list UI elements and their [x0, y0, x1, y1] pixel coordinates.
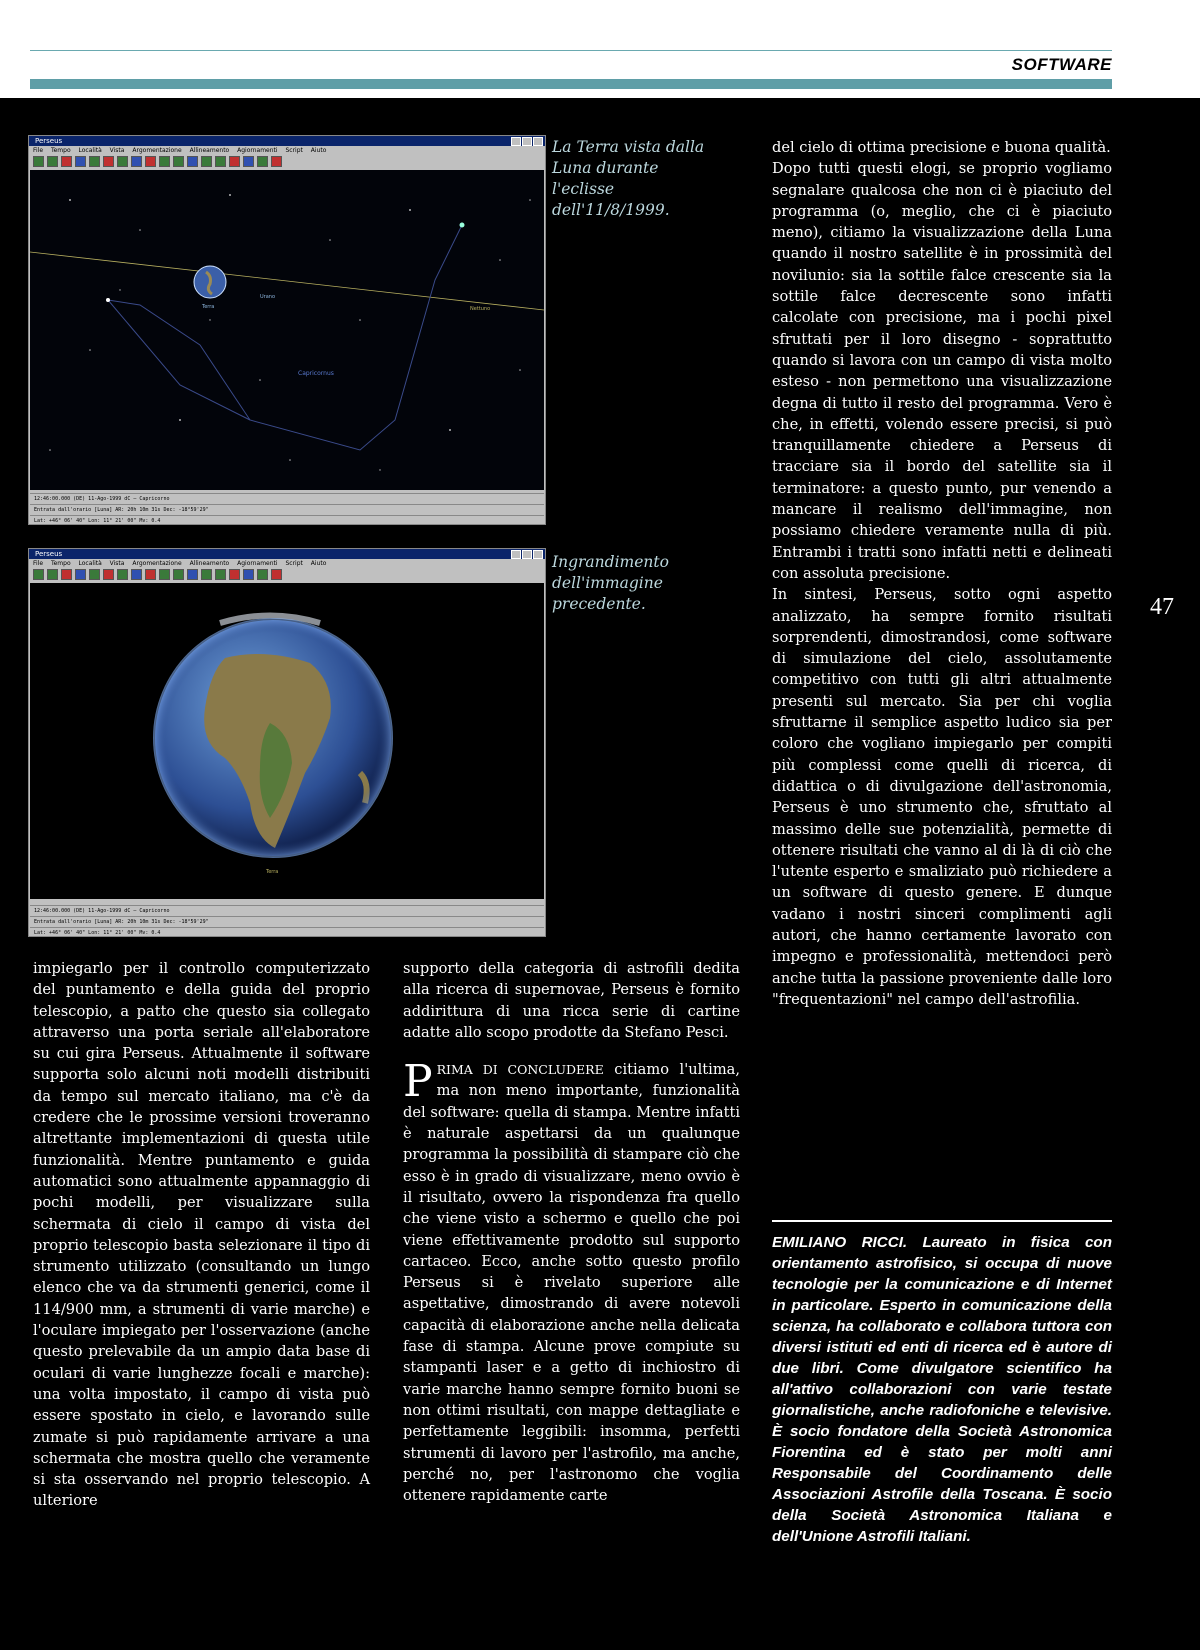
header-rule-thick [30, 79, 1112, 89]
page-number: 47 [1150, 594, 1174, 620]
sky-label-planet: Urano [260, 294, 276, 300]
window-title: Perseus [35, 137, 63, 145]
status-line-3: Lat: +46° 06' 40" Lon: 11° 21' 00" Mv: 0.4 [30, 927, 544, 938]
status-line-1: 12:46:00.000 (DE) 11-Ago-1999 dC — Capricorno [30, 905, 544, 916]
earth-view [30, 583, 544, 899]
window-toolbar [29, 568, 545, 581]
caption-earth-from-moon: La Terra vista dalla Luna durante l'eclisse dell'11/8/1999. [552, 138, 705, 219]
status-line-2: Entrata dall'orario [Luna] AR: 20h 10m 31s Dec: -18°59'29" [30, 504, 544, 515]
paragraph: impiegarlo per il controllo computerizzato del puntamento e della guida del proprio telescopio, a patto che questo sia collegato attraverso una porta seriale all'elaboratore su cui gira Perseus. Attualmente il software supporta solo alcuni noti modelli distribuiti da tempo sul mercato italiano, ma c'è da credere che le prossime versioni troveranno altrettante implementazioni di questa utile funzionalità. Mentre puntamento e guida automatici sono attualmente appannaggio di pochi modelli, per visualizzare sulla schermata di cielo il campo di vista del proprio telescopio basta selezionare il tipo di strumento utilizzato (consultando un lungo elenco che va da strumenti generici, come il 114/900 mm, a strumenti di varie marche) e l'oculare impiegato per l'osservazione (anche questo prelevabile da un ampio data base di oculari di varie lunghezze focali e marche): una volta impostato, il campo di vista può essere spostato in cielo, e lavorando sulle zumate si può rapidamente arrivare a una schermata che mostra quello che veramente si sta osservando nel proprio telescopio. A ulteriore [33, 960, 370, 1510]
window-buttons [511, 550, 543, 559]
window-menubar: File Tempo Località Vista Argomentazione Allineamento Agiornamenti Script Aiuto [33, 560, 327, 567]
paragraph: del cielo di ottima precisione e buona qualità. [772, 139, 1111, 156]
paragraph-with-dropcap [403, 1056, 741, 1506]
article-column-right [772, 137, 1112, 1010]
earth-label: Terra [266, 869, 279, 875]
window-titlebar [29, 549, 545, 559]
bio-divider [772, 1220, 1112, 1222]
perseus-window-sky [28, 135, 546, 525]
window-statusbar [30, 493, 544, 523]
article-column-left [33, 958, 370, 1512]
paragraph: In sintesi, Perseus, sotto ogni aspetto analizzato, ha sempre fornito risultati sorprendenti, dimostrandosi, come software di simulazione del cielo, assolutamente competitivo con tutti gli altri attualmente presenti sul mercato. Sia per chi voglia sfruttarne il semplice aspetto ludico sia per coloro che vogliano impiegarlo per compiti più complessi come quelli di ricerca, di didattica o di divulgazione dell'astronomia, Perseus è uno strumento che, sfruttato al massimo delle sue potenzialità, permette di ottenere risultati che vanno al di là di ciò che l'utente esperto e smaliziato può richiedere a un software di questo genere. E dunque vadano i nostri sinceri complimenti agli autori, che hanno certamente lavorato con impegno e professionalità, mettendoci però anche tutta la passione proveniente dalle loro "frequentazioni" nel campo dell'astrofilia. [772, 586, 1112, 1008]
status-line-2: Entrata dall'orario [Luna] AR: 20h 10m 31s Dec: -18°59'29" [30, 916, 544, 927]
paragraph: Dopo tutti questi elogi, se proprio vogliamo segnalare qualcosa che non ci è piaciuto del programma (o, meglio, che ci è piaciuto meno), citiamo la visualizzazione della Luna quando il nostro satellite è in prossimità del novilunio: sia la sottile falce crescente sia la sottile falce decrescente sono infatti calcolate con precisione, ma i pochi pixel sfruttati per il loro disegno - soprattutto quando si lavora con un campo di vista molto esteso - non permettono una visualizzazione degna di tutto il resto del programma. Vero è che, in effetti, volendo essere precisi, si può tranquillamente chiedere a Perseus di tracciare sia il bordo del satellite sia il terminatore: a questo punto, pur venendo a mancare il realismo dell'immagine, non possiamo chiedere veramente nulla di più. Entrambi i tratti sono infatti netti e delineati con assoluta precisione. [772, 160, 1112, 582]
status-line-3: Lat: +46° 06' 40" Lon: 11° 21' 00" Mv: 0.4 [30, 515, 544, 526]
status-line-1: 12:46:00.000 (DE) 11-Ago-1999 dC — Capricorno [30, 493, 544, 504]
dropcap: P [403, 1056, 433, 1108]
sky-map-graphic [30, 170, 544, 490]
window-title: Perseus [35, 550, 63, 558]
sky-label-planet2: Nettuno [470, 306, 491, 312]
header-rule-thin [30, 50, 1112, 51]
sky-label-earth: Terra [202, 304, 215, 310]
sky-map [30, 170, 544, 490]
paragraph-body: citiamo l'ultima, ma non meno importante, funzionalità del software: quella di stampa. Mentre infatti è naturale aspettarsi da un qualunque programma la possibilità di stampare ciò che esso è in grado di visualizzare, meno ovvio è il risultato, ovvero la rispondenza fra quello che viene visto a schermo e quello che poi viene effettivamente prodotto sul supporto cartaceo. Ecco, anche sotto questo profilo Perseus si è rivelato superiore alle aspettative, dimostrando di avere notevoli capacità di elaborazione anche nella delicata fase di stampa. Alcune prove compiute su stampanti laser e a getto di inchiostro di varie marche hanno sempre fornito buoni se non ottimi risultati, con mappe dettagliate e perfettamente leggibili: insomma, perfetti strumenti di lavoro per l'astrofilo, ma anche, perché no, per l'astronomo che voglia ottenere rapidamente carte [403, 1061, 741, 1505]
page-header [0, 0, 1200, 98]
perseus-window-earth [28, 548, 546, 937]
author-bio: EMILIANO RICCI. Laureato in fisica con orientamento astrofisico, si occupa di nuove tecnologie per la comunicazione e di Internet in particolare. Esperto in comunicazione della scienza, ha collaborato e collabora tuttora con diversi istituti ed enti di ricerca ed è autore di due libri. Come divulgatore scientifico ha all'attivo collaborazioni con varie testate giornalistiche, anche radiofoniche e televisive. È socio fondatore della Società Astronomica Fiorentina ed è stato per molti anni Responsabile del Coordinamento delle Associazioni Astrofile della Toscana. È socio della Società Astronomica Italiana e dell'Unione Astrofili Italiani. [772, 1234, 1112, 1545]
article-column-middle [403, 958, 740, 1506]
window-menubar: File Tempo Località Vista Argomentazione Allineamento Agiornamenti Script Aiuto [33, 147, 327, 154]
earth-globe-graphic [30, 583, 544, 899]
sky-label-constellation: Capricornus [298, 370, 334, 377]
window-buttons [511, 137, 543, 146]
caption-enlargement: Ingrandimento dell'immagine precedente. [552, 553, 669, 613]
window-statusbar [30, 905, 544, 935]
paragraph: supporto della categoria di astrofili dedita alla ricerca di supernovae, Perseus è fornito addirittura di una ricca serie di cartine adatte allo scopo prodotte da Stefano Pesci. [403, 960, 740, 1041]
window-toolbar [29, 155, 545, 168]
smallcaps-lead: RIMA DI CONCLUDERE [436, 1062, 604, 1078]
section-label: SOFTWARE [1011, 55, 1112, 74]
window-titlebar [29, 136, 545, 146]
